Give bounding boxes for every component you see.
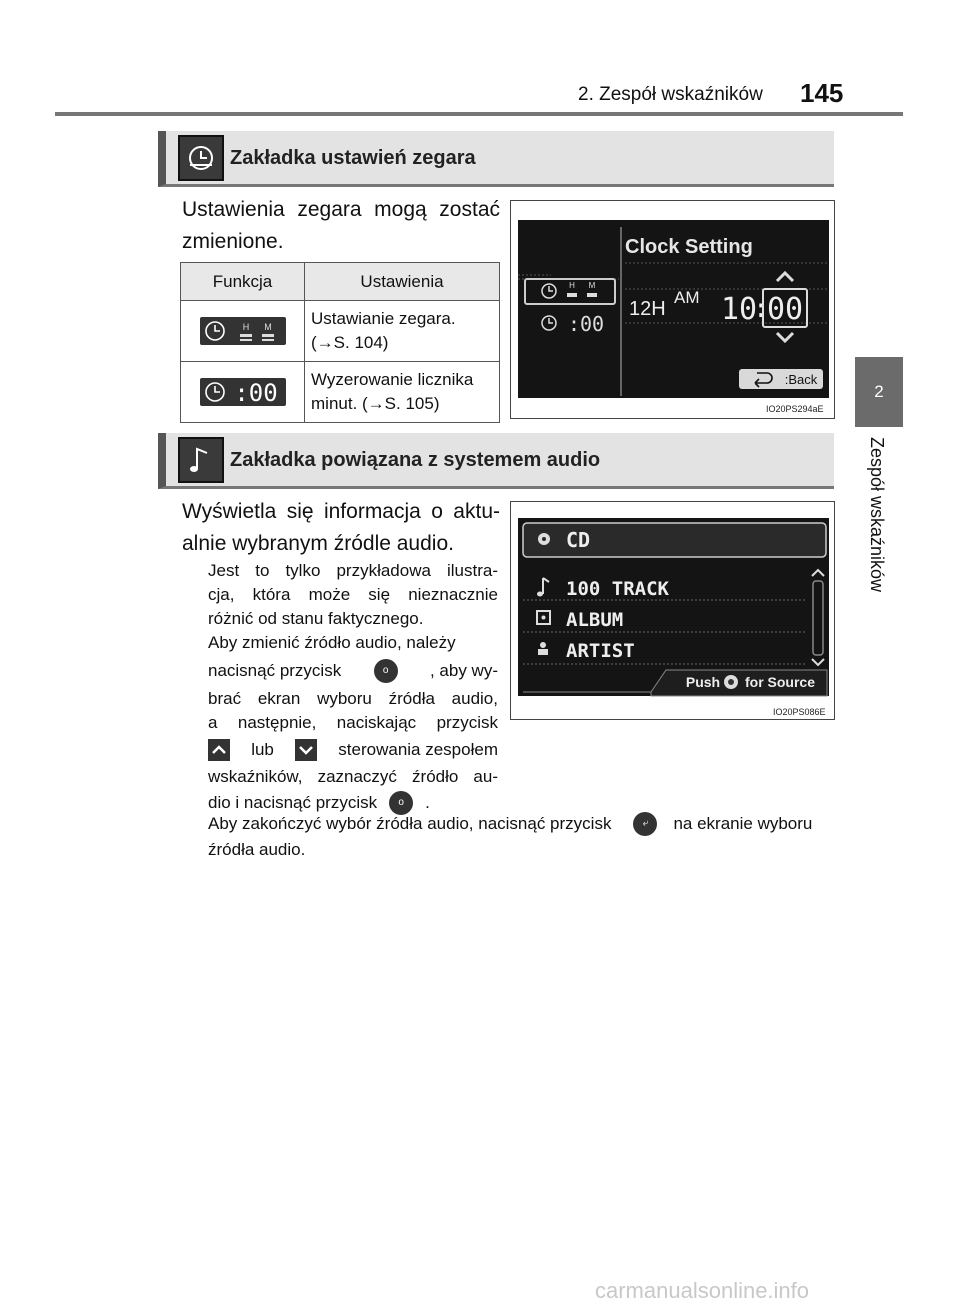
- clock-setting-illustration: [510, 200, 835, 419]
- figure-caption-clock: IO20PS294aE: [766, 404, 824, 414]
- clock-settings-table: [180, 262, 500, 423]
- note3-line2: źródła audio.: [208, 840, 306, 859]
- note1-line1: Jest to tylko przykładowa ilustra-: [208, 561, 498, 580]
- note2-line4: a następnie, naciskając przycisk: [208, 713, 498, 732]
- chapter-tab: [855, 357, 903, 427]
- note2-line2: [208, 655, 498, 687]
- reset-minutes-line2: minut. (→S. 105): [311, 394, 440, 413]
- note2-line5b: sterowania zespołem: [338, 740, 498, 759]
- audio-note-1: [208, 559, 498, 631]
- clock-intro-line1: Ustawienia zegara mogą zostać: [182, 198, 500, 221]
- note2-line2a: nacisnąć przycisk: [208, 661, 342, 680]
- section-title-clock: Zakładka ustawień zegara: [230, 147, 476, 169]
- note2-line5a: lub: [251, 740, 274, 759]
- hour-label: H: [242, 322, 249, 332]
- audio-intro-line1: Wyświetla się informacja o aktu-: [182, 500, 500, 523]
- section-header-audio: [158, 433, 834, 489]
- note2-line6: wskaźników, zaznaczyć źródło au-: [208, 767, 498, 786]
- note3-line1a: Aby zakończyć wybór źródła audio, nacisnąć przycisk: [208, 814, 612, 833]
- table-icon-cell: [181, 362, 305, 423]
- chapter-side-label-text: Zespół wskaźników: [867, 437, 887, 593]
- page-number: 145: [800, 78, 844, 108]
- screen-minutes: 00: [766, 292, 804, 327]
- table-icon-cell: [181, 301, 305, 362]
- note2-line3: brać ekran wyboru źródła audio,: [208, 689, 498, 708]
- screen-mode: 12H: [629, 298, 666, 320]
- screen-ampm: AM: [674, 288, 700, 307]
- track-label: 100 TRACK: [566, 578, 669, 600]
- table-header-function: Funkcja: [181, 263, 305, 301]
- audio-note-3: [208, 810, 834, 862]
- source-cd: CD: [566, 528, 591, 552]
- note2-line7b: .: [425, 793, 430, 812]
- music-note-icon: [178, 437, 224, 483]
- back-button-icon: ⤶: [633, 812, 657, 836]
- artist-label: ARTIST: [566, 640, 635, 662]
- note1-line2: cja, która może się nieznacznie: [208, 585, 498, 604]
- note2-line5: [208, 735, 498, 765]
- minute-label: M: [263, 322, 272, 332]
- screen-h-label: H: [569, 281, 575, 290]
- screen-colon: :: [753, 294, 769, 324]
- clock-hm-icon: [200, 317, 286, 345]
- header-rule: [55, 112, 903, 116]
- up-button-icon: [208, 739, 230, 761]
- clock-reset-icon: [200, 378, 286, 406]
- chapter-title: 2. Zespół wskaźników: [578, 84, 763, 105]
- figure-caption-audio: IO20PS086E: [773, 707, 826, 717]
- audio-intro: [182, 496, 500, 560]
- audio-intro-line2: alnie wybranym źródle audio.: [182, 532, 454, 555]
- note1-line3: różnić od stanu faktycznego.: [208, 609, 424, 628]
- artist-icon: [540, 642, 546, 648]
- table-cell-set-clock: [305, 301, 500, 362]
- ok-button-icon: o: [374, 659, 398, 683]
- note2-line7a: dio i nacisnąć przycisk: [208, 793, 378, 812]
- clock-icon: [178, 135, 224, 181]
- chapter-tab-number: 2: [874, 382, 884, 401]
- note3-line1b: na ekranie wyboru: [673, 814, 813, 833]
- clock-intro: [182, 194, 500, 258]
- table-cell-reset-minutes: [305, 362, 500, 423]
- watermark: carmanualsonline.info: [595, 1278, 810, 1303]
- table-header-settings: Ustawienia: [305, 263, 500, 301]
- audio-source-illustration: [510, 501, 835, 720]
- note3-line1: [208, 810, 834, 838]
- audio-note-2: [208, 631, 498, 817]
- set-clock-line1: Ustawianie zegara.: [311, 309, 456, 328]
- set-clock-line2: (→S. 104): [311, 333, 389, 352]
- reset-digits: :00: [233, 379, 278, 406]
- screen-title: Clock Setting: [625, 236, 753, 258]
- chapter-side-label: [866, 437, 890, 637]
- screen-m-label: M: [588, 281, 596, 290]
- screen-reset-digits: :00: [567, 312, 605, 336]
- section-title-audio: Zakładka powiązana z systemem audio: [230, 449, 601, 471]
- screen-hours: 10: [720, 292, 758, 327]
- back-label: :Back: [784, 372, 818, 387]
- reset-minutes-line1: Wyzerowanie licznika: [311, 370, 474, 389]
- note2-line2b: , aby wy-: [429, 661, 498, 680]
- ok-button-icon: o: [389, 791, 413, 815]
- clock-intro-line2: zmienione.: [182, 230, 284, 253]
- album-label: ALBUM: [566, 609, 624, 631]
- section-header-clock: [158, 131, 834, 187]
- note2-line1: Aby zmienić źródło audio, należy: [208, 633, 456, 652]
- for-source-label: for Source: [744, 674, 816, 690]
- down-button-icon: [295, 739, 317, 761]
- push-label: Push: [685, 674, 721, 690]
